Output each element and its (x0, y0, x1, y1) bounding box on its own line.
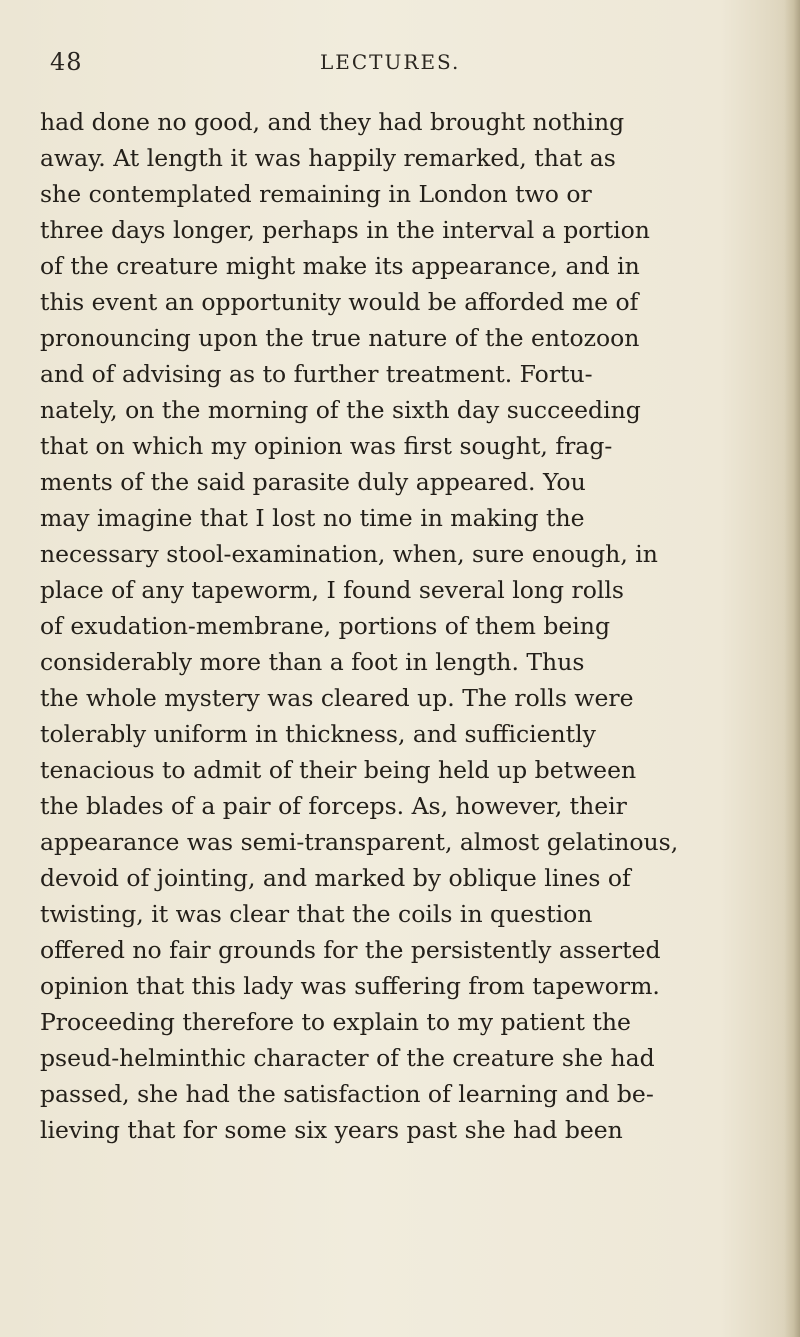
text-line: of the creature might make its appearance, and in (40, 252, 640, 280)
text-line: twisting, it was clear that the coils in question (40, 900, 593, 928)
text-line: of exudation-membrane, portions of them being (40, 612, 610, 640)
text-line: considerably more than a foot in length. Thus (40, 648, 585, 676)
text-line: appearance was semi-transparent, almost gelatinous, (40, 828, 679, 856)
text-line: devoid of jointing, and marked by oblique lines of (40, 864, 631, 892)
text-line: place of any tapeworm, I found several long rolls (40, 576, 624, 604)
text-line: tolerably uniform in thickness, and sufficiently (40, 720, 596, 748)
page-edge-shadow (784, 0, 800, 1337)
text-line: tenacious to admit of their being held up between (40, 756, 637, 784)
text-line: Proceeding therefore to explain to my patient the (40, 1008, 631, 1036)
text-line: may imagine that I lost no time in making the (40, 504, 585, 532)
text-line: passed, she had the satisfaction of learning and be- (40, 1080, 654, 1108)
text-line: the whole mystery was cleared up. The rolls were (40, 684, 634, 712)
text-line: ments of the said parasite duly appeared. You (40, 468, 586, 496)
text-line: pseud-helminthic character of the creature she had (40, 1044, 655, 1072)
running-title: LECTURES. (320, 50, 461, 74)
text-line: she contemplated remaining in London two or (40, 180, 592, 208)
text-line: nately, on the morning of the sixth day succeeding (40, 396, 641, 424)
text-line: pronouncing upon the true nature of the entozoon (40, 324, 640, 352)
text-line: lieving that for some six years past she had been (40, 1116, 623, 1144)
text-line: offered no fair grounds for the persistently asserted (40, 936, 661, 964)
text-line: away. At length it was happily remarked, that as (40, 144, 616, 172)
text-line: opinion that this lady was suffering from tapeworm. (40, 972, 660, 1000)
body-text (40, 104, 760, 1148)
page-number: 48 (50, 48, 83, 76)
text-line: had done no good, and they had brought nothing (40, 108, 625, 136)
text-line: and of advising as to further treatment. Fortu- (40, 360, 593, 388)
running-head (0, 48, 800, 82)
text-line: the blades of a pair of forceps. As, however, their (40, 792, 627, 820)
text-line: necessary stool-examination, when, sure enough, in (40, 540, 658, 568)
text-line: this event an opportunity would be afforded me of (40, 288, 639, 316)
text-line: three days longer, perhaps in the interval a portion (40, 216, 650, 244)
text-line: that on which my opinion was first sought, frag- (40, 432, 613, 460)
